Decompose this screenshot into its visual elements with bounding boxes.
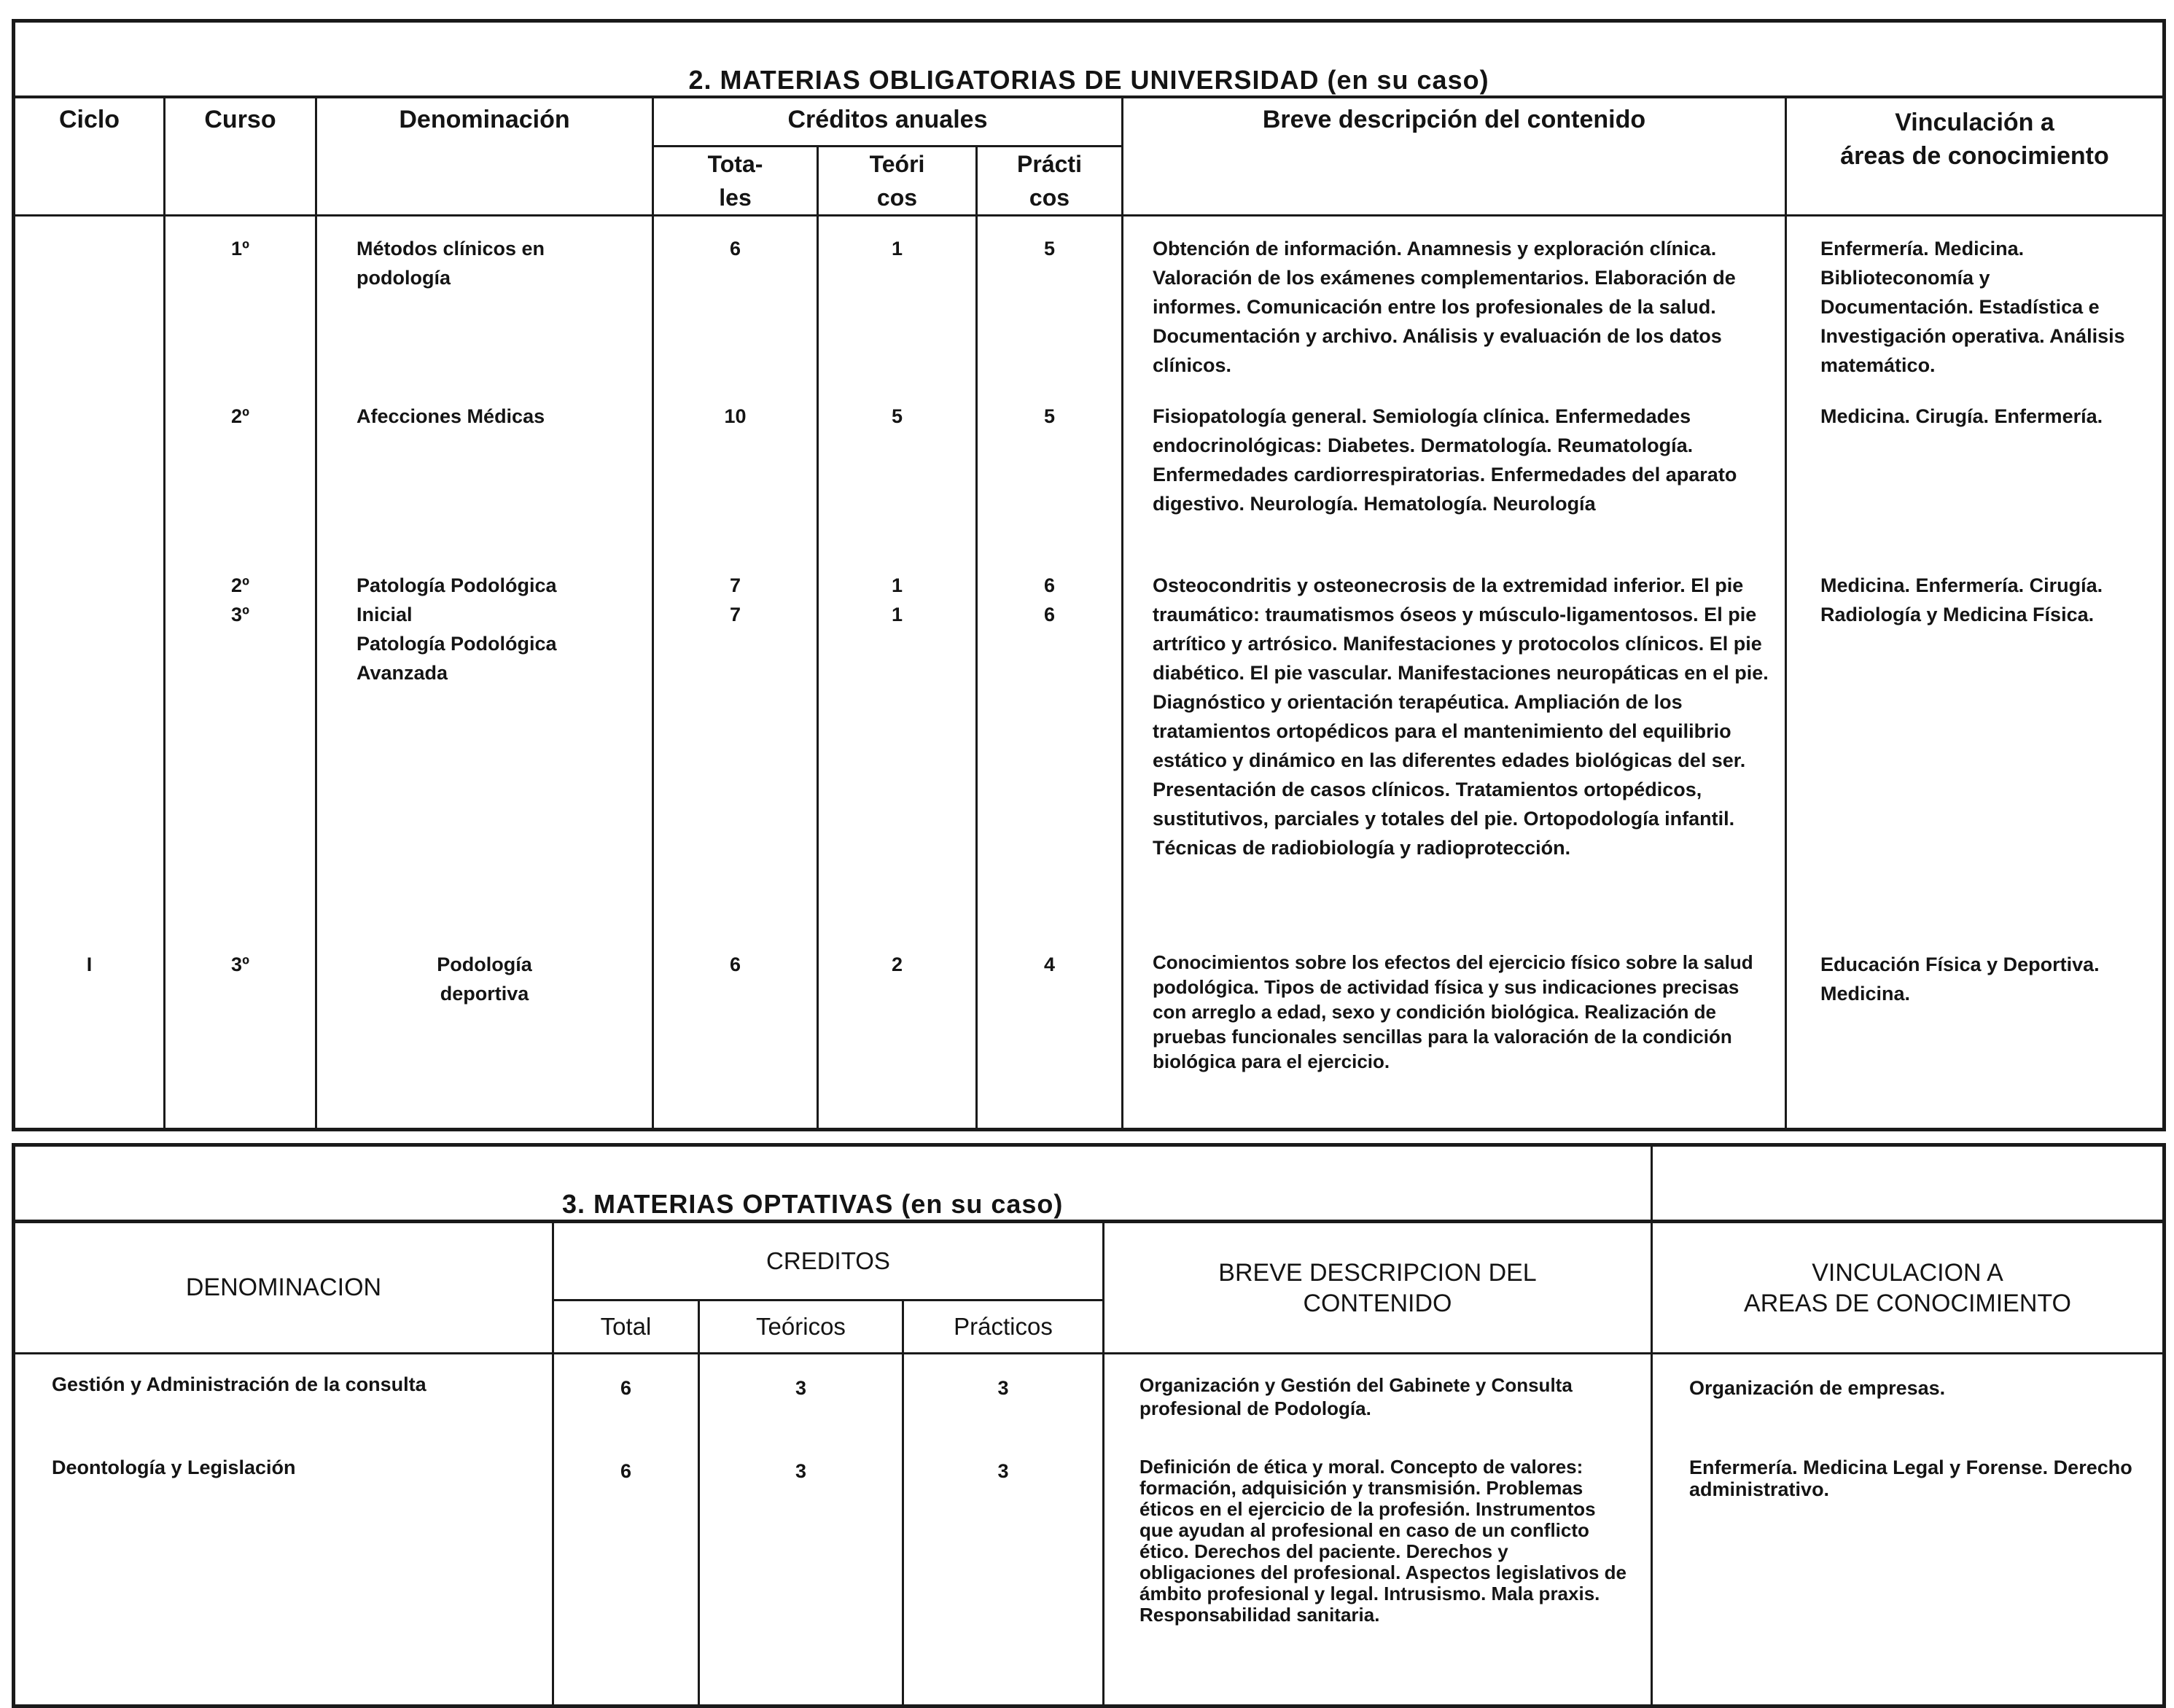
cell-vinculacion: Educación Física y Deportiva. Medicina. [1786,950,2165,1130]
table-row [14,1440,2165,1707]
cell-descripcion: Osteocondritis y osteonecrosis de la extremidad inferior. El pie traumático: traumatismos óseos y músculo-ligamentosos. El pie artrítico y artrósico. Manifestaciones y protocolos clínicos. El pie diabético. El pie vascular. Manifestaciones neuropáticas en el pie. Diagnóstico y orientación terapéutica. Ampliación de los tratamientos ortopédicos para el mantenimiento del equilibrio estático y dinámico en las diferentes edades biológicas del ser. Presentación de casos clínicos. Tratamientos ortopédicos, sustitutivos, parciales y totales del pie. Ortopodología infantil. Técnicas de radiobiología y radioprotección. [1123,571,1786,950]
cell-descripcion: Organización y Gestión del Gabinete y Consulta profesional de Podología. [1104,1354,1652,1441]
header-ciclo: Ciclo [14,97,165,216]
cell-totales: 7 7 [653,571,818,950]
cell-descripcion: Obtención de información. Anamnesis y exploración clínica. Valoración de los exámenes complementarios. Elaboración de informes. Comunicación entre los profesionales de la salud. Documentación y archivo. Análisis y evaluación de los datos clínicos. [1123,216,1786,402]
header-creditos: CREDITOS [553,1222,1104,1301]
cell-teoricos: 5 [818,402,977,571]
header-totales: Tota- les [653,147,818,216]
cell-denominacion: Métodos clínicos en podología [316,216,653,402]
table-row [14,950,2165,1130]
cell-teoricos: 1 [818,216,977,402]
cell-ciclo [14,571,165,950]
header-curso: Curso [165,97,316,216]
cell-totales: 6 [653,216,818,402]
cell-practicos: 5 [977,216,1123,402]
cell-curso: 2º [165,402,316,571]
cell-totales: 6 [653,950,818,1130]
optativas-table [12,1143,2166,1708]
cell-ciclo [14,402,165,571]
section3-title-blank [1652,1145,2165,1222]
cell-descripcion: Fisiopatología general. Semiología clínica. Enfermedades endocrinológicas: Diabetes. Dermatología. Reumatología. Enfermedades cardiorrespiratorias. Enfermedades del aparato digestivo. Neurología. Hematología. Neurología [1123,402,1786,571]
cell-practicos: 3 [903,1354,1104,1441]
cell-total: 6 [553,1354,699,1441]
header-teoricos: Teóri cos [818,147,977,216]
cell-vinculacion: Enfermería. Medicina. Biblioteconomía y Documentación. Estadística e Investigación operativa. Análisis matemático. [1786,216,2165,402]
table-row [14,1354,2165,1441]
cell-denominacion: Afecciones Médicas [316,402,653,571]
section3-title: 3. MATERIAS OPTATIVAS (en su caso) [14,1145,1652,1222]
cell-practicos: 4 [977,950,1123,1130]
header-practicos: Prácticos [903,1301,1104,1354]
header-teoricos: Teóricos [699,1301,903,1354]
cell-vinculacion: Organización de empresas. [1652,1354,2165,1441]
cell-practicos: 5 [977,402,1123,571]
header-descripcion: BREVE DESCRIPCION DEL CONTENIDO [1104,1222,1652,1354]
cell-curso: 3º [165,950,316,1130]
table-row [14,402,2165,571]
cell-denominacion: Deontología y Legislación [14,1440,553,1707]
cell-curso: 2º 3º [165,571,316,950]
cell-descripcion: Definición de ética y moral. Concepto de valores: formación, adquisición y transmisión. Problemas éticos en el ejercicio de la profesión. Instrumentos que ayudan al profesional en caso de un conflicto ético. Derechos del paciente. Derechos y obligaciones del profesional. Aspectos legislativos de ámbito profesional y legal. Intrusismo. Mala praxis. Responsabilidad sanitaria. [1104,1440,1652,1707]
header-vinculacion: VINCULACION A AREAS DE CONOCIMIENTO [1652,1222,2165,1354]
cell-teoricos: 2 [818,950,977,1130]
cell-denominacion: Podología deportiva [316,950,653,1130]
cell-vinculacion: Enfermería. Medicina Legal y Forense. Derecho administrativo. [1652,1440,2165,1707]
cell-teoricos: 1 1 [818,571,977,950]
cell-vinculacion: Medicina. Enfermería. Cirugía. Radiología y Medicina Física. [1786,571,2165,950]
table-row [14,571,2165,950]
header-practicos: Prácti cos [977,147,1123,216]
header-vinculacion: Vinculación a áreas de conocimiento [1786,97,2165,216]
cell-teoricos: 3 [699,1354,903,1441]
cell-descripcion: Conocimientos sobre los efectos del ejercicio físico sobre la salud podológica. Tipos de actividad física y sus indicaciones precisas con arreglo a edad, sexo y condición biológica. Realización de pruebas funcionales sencillas para la valoración de la condición biológica para el ejercicio. [1123,950,1786,1130]
cell-denominacion: Patología Podológica Inicial Patología Podológica Avanzada [316,571,653,950]
cell-practicos: 3 [903,1440,1104,1707]
cell-practicos: 6 6 [977,571,1123,950]
header-creditos-anuales: Créditos anuales [653,97,1123,147]
header-denominacion: DENOMINACION [14,1222,553,1354]
cell-vinculacion: Medicina. Cirugía. Enfermería. [1786,402,2165,571]
header-total: Total [553,1301,699,1354]
section2-title: 2. MATERIAS OBLIGATORIAS DE UNIVERSIDAD (en su caso) [14,21,2165,98]
cell-ciclo [14,216,165,402]
table-row [14,216,2165,402]
cell-denominacion: Gestión y Administración de la consulta [14,1354,553,1441]
cell-teoricos: 3 [699,1440,903,1707]
header-descripcion: Breve descripción del contenido [1123,97,1786,216]
cell-totales: 10 [653,402,818,571]
cell-total: 6 [553,1440,699,1707]
header-denominacion: Denominación [316,97,653,216]
cell-ciclo: I [14,950,165,1130]
cell-curso: 1º [165,216,316,402]
obligatorias-table [12,19,2166,1131]
